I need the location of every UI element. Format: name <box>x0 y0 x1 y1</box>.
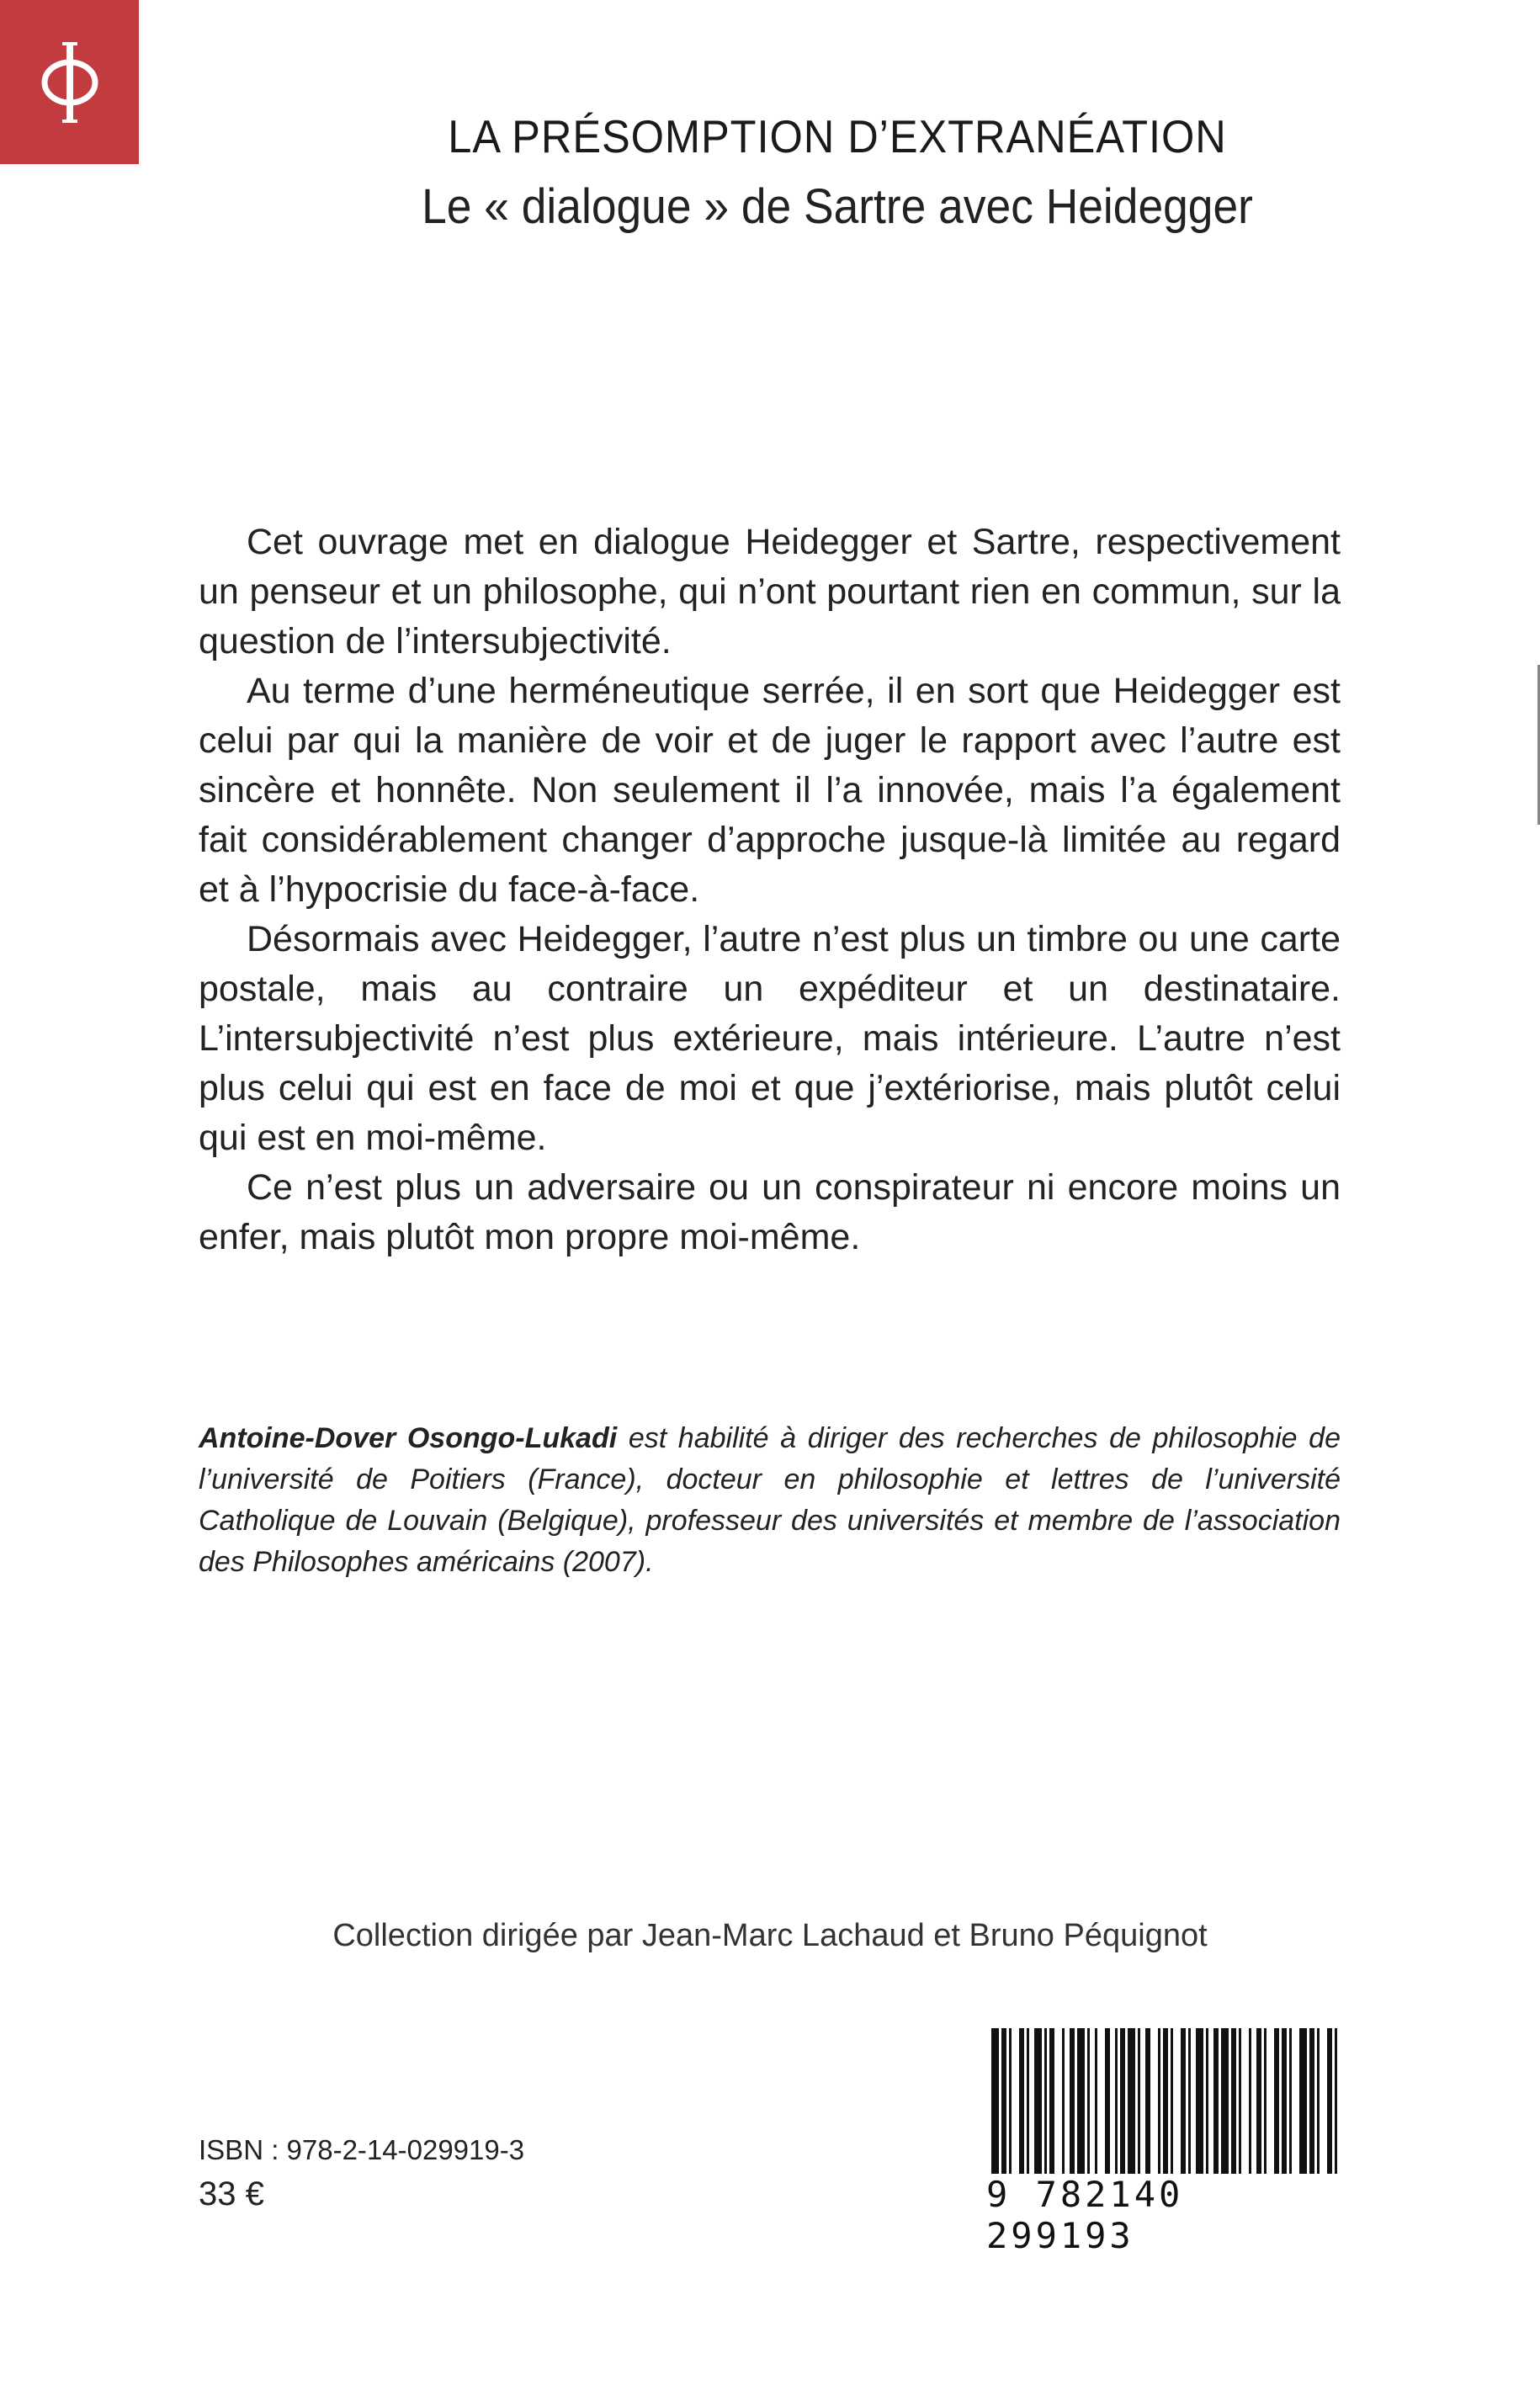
price: 33 € <box>199 2175 264 2212</box>
book-title: LA PRÉSOMPTION D’EXTRANÉATION <box>448 110 1227 162</box>
barcode-digits: 9 782140 299193 <box>983 2174 1348 2256</box>
summary-paragraph: Ce n’est plus un adversaire ou un conspirateur ni encore moins un enfer, mais plutôt mon propre moi-même. <box>199 1167 1341 1257</box>
book-subtitle: Le « dialogue » de Sartre avec Heidegger <box>422 179 1253 234</box>
summary-paragraph: Désormais avec Heidegger, l’autre n’est plus un timbre ou une carte postale, mais au contraire un expéditeur et un destinataire. L’intersubjectivité n’est plus extérieure, mais intérieure. L’autre n’est plus celui qui est en face de moi et que j’extériorise, mais plutôt celui qui est en moi-même. <box>199 919 1341 1158</box>
summary-paragraph: Cet ouvrage met en dialogue Heidegger et Sartre, respectivement un penseur et un philosophe, qui n’ont pourtant rien en commun, sur la question de l’intersubjectivité. <box>199 522 1341 661</box>
author-bio <box>199 1418 1341 1583</box>
summary-text <box>199 518 1341 1262</box>
collection-info: Collection dirigée par Jean-Marc Lachaud et Bruno Péquignot <box>332 1918 1208 1953</box>
isbn: ISBN : 978-2-14-029919-3 <box>199 2134 525 2165</box>
summary-paragraph: Au terme d’une herméneutique serrée, il en sort que Heidegger est celui par qui la manière de voir et de juger le rapport avec l’autre est sincère et honnête. Non seulement il l’a innovée, mais l’a également fait considérablement changer d’approche jusque-là limitée au regard et à l’hypocrisie du face-à-face. <box>199 671 1341 910</box>
author-bio-text: est habilité à diriger des recherches de philosophie de l’université de Poitiers (France), docteur en philosophie et lettres de l’université Catholique de Louvain (Belgique), professeur des universités et membre de l’association des Philosophes américains (2007). <box>199 1422 1341 1578</box>
author-name: Antoine-Dover Osongo-Lukadi <box>199 1422 618 1454</box>
